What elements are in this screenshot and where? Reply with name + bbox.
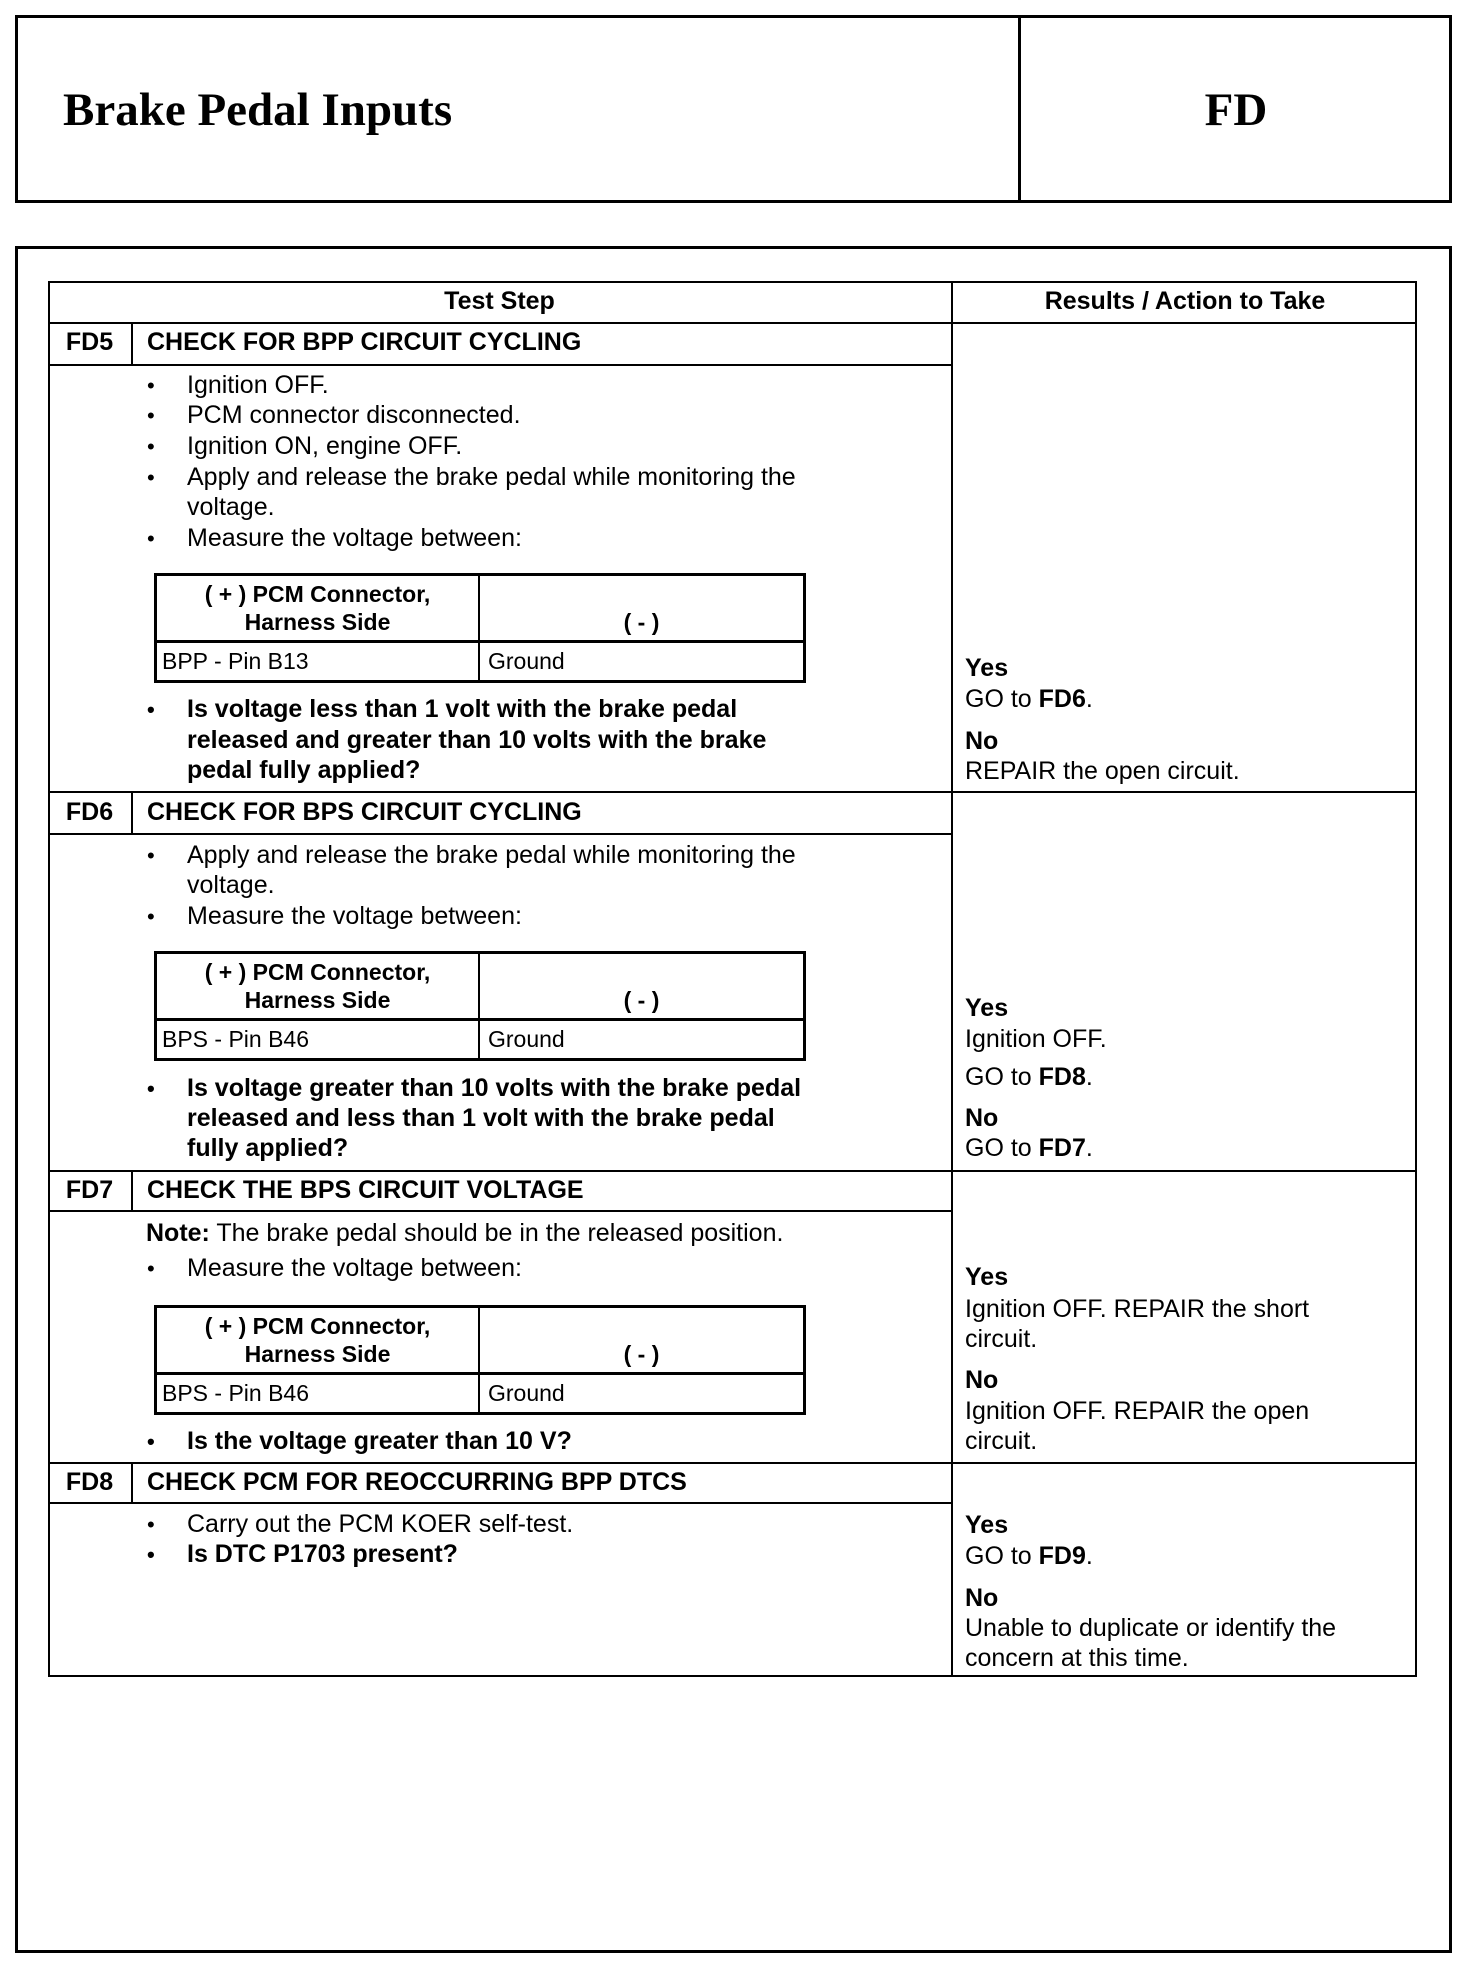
measure-header-minus: ( - ) <box>623 987 660 1013</box>
measure-minus-value: Ground <box>488 1026 565 1052</box>
measure-table <box>154 573 806 683</box>
step-row-divider <box>48 1462 1417 1464</box>
column-header-results: Results / Action to Take <box>1044 287 1326 315</box>
step-bullet: • Ignition OFF. <box>147 371 329 399</box>
measure-header-minus: ( - ) <box>623 609 660 635</box>
step-title: CHECK FOR BPS CIRCUIT CYCLING <box>147 798 582 826</box>
result-no-action: Ignition OFF. REPAIR the open <box>965 1397 1310 1425</box>
goto-step-link[interactable]: FD7 <box>1038 1134 1086 1162</box>
result-no-label: No <box>965 727 999 755</box>
goto-step-link[interactable]: FD9 <box>1038 1542 1086 1570</box>
bullet-icon: • <box>147 434 155 459</box>
step-question-continuation: fully applied? <box>187 1134 349 1162</box>
step-bullet: • Measure the voltage between: <box>147 902 522 930</box>
result-yes-goto: GO to FD8. <box>965 1063 1093 1091</box>
step-title-divider <box>48 1502 951 1504</box>
bullet-icon: • <box>147 1076 155 1101</box>
result-yes-action: Ignition OFF. <box>965 1025 1107 1053</box>
bullet-icon: • <box>147 697 155 722</box>
step-row-divider <box>48 1170 1417 1172</box>
bullet-icon: • <box>147 465 155 490</box>
step-title: CHECK FOR BPP CIRCUIT CYCLING <box>147 328 582 356</box>
step-bullet: • Carry out the PCM KOER self-test. <box>147 1510 574 1538</box>
column-header-test-step: Test Step <box>444 287 555 315</box>
step-title-divider <box>48 1210 951 1212</box>
measure-minus-value: Ground <box>488 1380 565 1406</box>
measure-table <box>154 951 806 1061</box>
step-question: • Is the voltage greater than 10 V? <box>147 1427 572 1455</box>
result-yes-label: Yes <box>965 1511 1009 1539</box>
header-row-divider <box>48 322 1417 324</box>
measure-plus-value: BPS - Pin B46 <box>162 1380 310 1406</box>
step-id-divider <box>131 1170 133 1210</box>
result-yes-label: Yes <box>965 994 1009 1022</box>
step-title: CHECK PCM FOR REOCCURRING BPP DTCS <box>147 1468 687 1496</box>
step-id: FD5 <box>65 328 114 356</box>
measure-header-plus: ( + ) PCM Connector, Harness Side <box>204 1313 431 1367</box>
step-bullet: • Measure the voltage between: <box>147 524 522 552</box>
measure-table-header-divider <box>157 1372 803 1375</box>
step-bullet: • PCM connector disconnected. <box>147 401 521 429</box>
goto-step-link[interactable]: FD8 <box>1038 1063 1086 1091</box>
bullet-icon: • <box>147 373 155 398</box>
step-title: CHECK THE BPS CIRCUIT VOLTAGE <box>147 1176 584 1204</box>
step-id-divider <box>131 322 133 364</box>
step-note: Note: The brake pedal should be in the released position. <box>146 1219 784 1247</box>
step-id: FD6 <box>65 798 114 826</box>
bullet-icon: • <box>147 1256 155 1281</box>
measure-table <box>154 1305 806 1415</box>
result-no-action-continuation: concern at this time. <box>965 1644 1189 1672</box>
measure-table-header-divider <box>157 1018 803 1021</box>
step-bullet: • Apply and release the brake pedal while monitoring the <box>147 841 796 869</box>
step-question: • Is voltage less than 1 volt with the brake pedal <box>147 695 738 723</box>
step-question-continuation: pedal fully applied? <box>187 756 421 784</box>
result-no-action-continuation: circuit. <box>965 1427 1038 1455</box>
step-question-continuation: released and less than 1 volt with the brake pedal <box>187 1104 775 1132</box>
measure-header-plus: ( + ) PCM Connector, Harness Side <box>204 959 431 1013</box>
result-yes-label: Yes <box>965 1263 1009 1291</box>
measure-header-plus: ( + ) PCM Connector, Harness Side <box>204 581 431 635</box>
step-row-divider <box>48 791 1417 793</box>
step-question: • Is voltage greater than 10 volts with the brake pedal <box>147 1074 802 1102</box>
section-code: FD <box>1204 84 1268 136</box>
step-id-divider <box>131 791 133 833</box>
bullet-icon: • <box>147 403 155 428</box>
measure-table-header-divider <box>157 640 803 643</box>
step-bullet: • Apply and release the brake pedal while monitoring the <box>147 463 796 491</box>
result-no-goto: GO to FD7. <box>965 1134 1093 1162</box>
step-bullet: • Ignition ON, engine OFF. <box>147 432 463 460</box>
goto-step-link[interactable]: FD6 <box>1038 685 1086 713</box>
result-no-label: No <box>965 1366 999 1394</box>
measure-header-minus: ( - ) <box>623 1341 660 1367</box>
measure-minus-value: Ground <box>488 648 565 674</box>
measure-plus-value: BPP - Pin B13 <box>162 648 309 674</box>
page-title: Brake Pedal Inputs <box>63 84 453 136</box>
result-no-action: Unable to duplicate or identify the <box>965 1614 1337 1642</box>
step-bullet: • Measure the voltage between: <box>147 1254 522 1282</box>
result-yes-goto: GO to FD9. <box>965 1542 1093 1570</box>
step-id-divider <box>131 1462 133 1502</box>
step-title-divider <box>48 833 951 835</box>
results-column-divider <box>951 281 953 1677</box>
result-yes-action: GO to FD6. <box>965 685 1093 713</box>
step-bullet-continuation: voltage. <box>187 871 275 899</box>
step-id: FD8 <box>65 1468 114 1496</box>
step-question: • Is DTC P1703 present? <box>147 1540 458 1568</box>
step-id: FD7 <box>65 1176 114 1204</box>
bullet-icon: • <box>147 1542 155 1567</box>
step-bullet-continuation: voltage. <box>187 493 275 521</box>
result-no-label: No <box>965 1584 999 1612</box>
bullet-icon: • <box>147 904 155 929</box>
step-question-continuation: released and greater than 10 volts with the brake <box>187 726 767 754</box>
result-no-action: REPAIR the open circuit. <box>965 757 1240 785</box>
step-title-divider <box>48 364 951 366</box>
bullet-icon: • <box>147 843 155 868</box>
result-yes-action: Ignition OFF. REPAIR the short <box>965 1295 1310 1323</box>
bullet-icon: • <box>147 526 155 551</box>
result-no-label: No <box>965 1104 999 1132</box>
result-yes-action-continuation: circuit. <box>965 1325 1038 1353</box>
bullet-icon: • <box>147 1512 155 1537</box>
result-yes-label: Yes <box>965 654 1009 682</box>
bullet-icon: • <box>147 1429 155 1454</box>
measure-plus-value: BPS - Pin B46 <box>162 1026 310 1052</box>
